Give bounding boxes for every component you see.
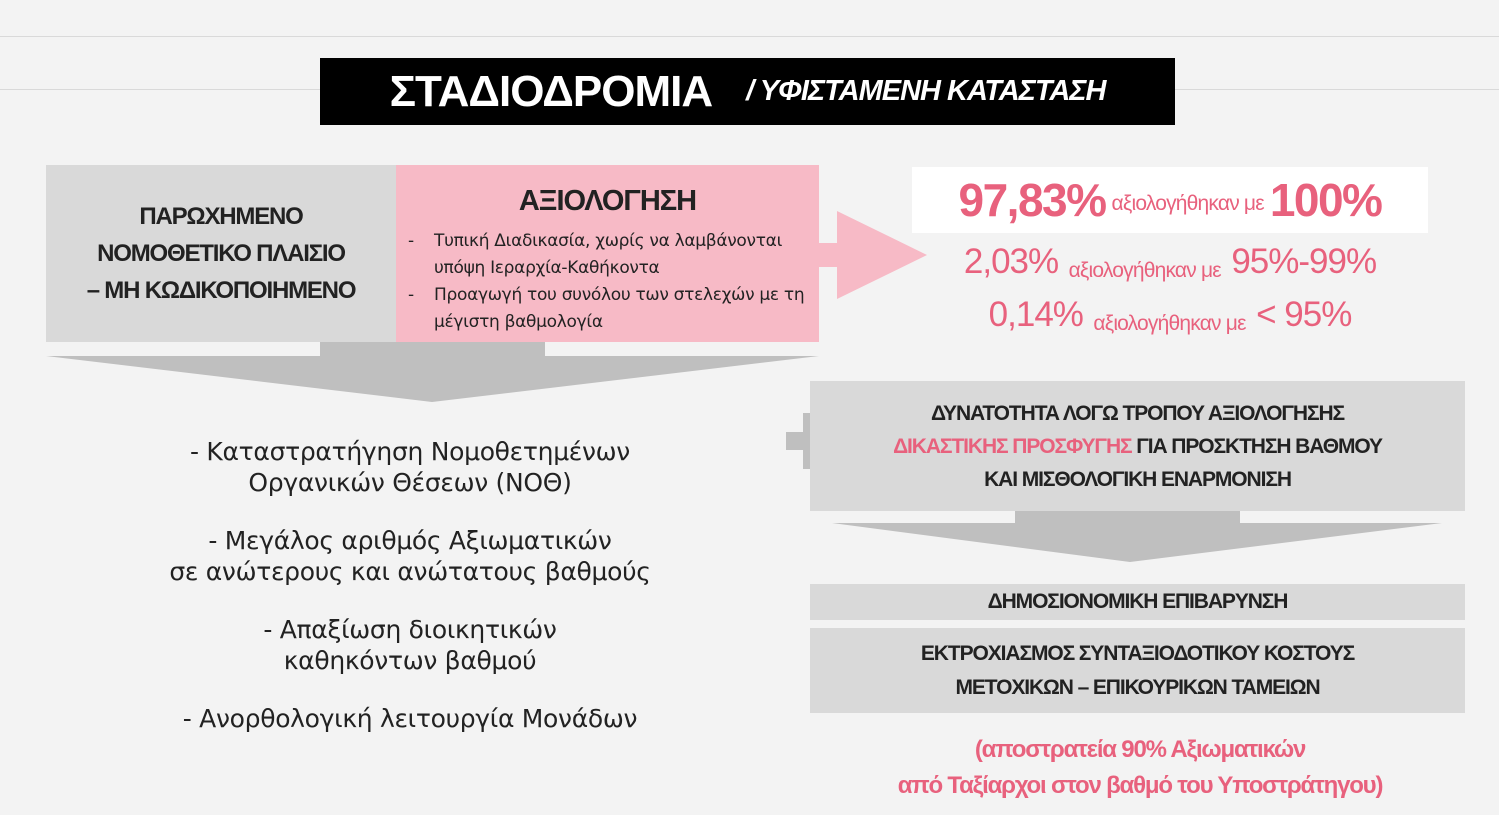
down-arrow-icon xyxy=(46,342,819,404)
stat-label: αξιολογήθηκαν με xyxy=(1093,312,1246,335)
evaluation-box xyxy=(396,165,819,342)
pension-cost-line: ΜΕΤΟΧΙΚΩΝ – ΕΠΙΚΟΥΡΙΚΩΝ ΤΑΜΕΙΩΝ xyxy=(955,675,1320,699)
consequence-line: σε ανώτερους και ανώτατους βαθμούς xyxy=(169,557,651,586)
evaluation-item-text: Τυπική Διαδικασία, χωρίς να λαμβάνονται υπόψη Ιεραρχία-Καθήκοντα xyxy=(434,231,783,278)
stat-row xyxy=(912,242,1428,282)
fiscal-burden-box: ΔΗΜΟΣΙΟΝΟΜΙΚΗ ΕΠΙΒΑΡΥΝΣΗ xyxy=(810,584,1465,620)
legal-recourse-box xyxy=(810,381,1465,511)
stat-top-box xyxy=(912,167,1428,233)
stat-label: αξιολογήθηκαν με xyxy=(1068,259,1221,282)
legacy-framework-box xyxy=(46,165,396,342)
evaluation-title: ΑΞΙΟΛΟΓΗΣΗ xyxy=(518,185,697,217)
stat-row xyxy=(912,295,1428,335)
consequence-item xyxy=(100,436,720,498)
consequences-list xyxy=(100,436,720,761)
legal-recourse-line: ΔΥΝΑΤΟΤΗΤΑ ΛΟΓΩ ΤΡΟΠΟΥ ΑΞΙΟΛΟΓΗΣΗΣ xyxy=(930,401,1345,425)
stat-percent: 97,83% xyxy=(958,174,1106,226)
stat-grade: < 95% xyxy=(1256,295,1352,334)
stat-label: αξιολογήθηκαν με xyxy=(1111,192,1264,215)
title-bar xyxy=(320,58,1175,125)
consequence-item xyxy=(100,703,720,734)
page-subtitle: / ΥΦΙΣΤΑΜΕΝΗ ΚΑΤΑΣΤΑΣΗ xyxy=(746,75,1106,107)
legacy-line: – ΜΗ ΚΩΔΙΚΟΠΟΙΗΜΕΝΟ xyxy=(86,277,356,304)
note-line: από Ταξίαρχοι στον βαθμό του Υποστράτηγου) xyxy=(897,772,1383,799)
top-divider-line xyxy=(0,36,1499,37)
retirement-note xyxy=(750,732,1499,804)
consequence-item xyxy=(100,614,720,676)
legacy-line: ΝΟΜΟΘΕΤΙΚΟ ΠΛΑΙΣΙΟ xyxy=(97,240,345,267)
bullet-dash: - xyxy=(408,285,414,305)
stat-grade: 95%-99% xyxy=(1231,242,1377,281)
legal-recourse-text: ΓΙΑ ΠΡΟΣΚΤΗΣΗ ΒΑΘΜΟΥ xyxy=(1131,434,1382,458)
stat-percent: 0,14% xyxy=(988,295,1083,334)
legal-recourse-highlight: ΔΙΚΑΣΤΙΚΗΣ ΠΡΟΣΦΥΓΗΣ xyxy=(893,434,1132,458)
evaluation-item xyxy=(408,228,813,282)
pension-cost-line: ΕΚΤΡΟΧΙΑΣΜΟΣ ΣΥΝΤΑΞΙΟΔΟΤΙΚΟΥ ΚΟΣΤΟΥΣ xyxy=(920,641,1355,665)
evaluation-item-text: Προαγωγή του συνόλου των στελεχών με τη μέγιστη βαθμολογία xyxy=(434,285,805,332)
legacy-line: ΠΑΡΩΧΗΜΕΝΟ xyxy=(139,203,303,230)
stat-grade: 100% xyxy=(1269,174,1382,226)
stat-percent: 2,03% xyxy=(963,242,1059,281)
consequence-line: - Καταστρατήγηση Νομοθετημένων xyxy=(190,437,630,466)
bullet-dash: - xyxy=(408,231,414,251)
pension-cost-box xyxy=(810,628,1465,713)
consequence-line: Οργανικών Θέσεων (ΝΟΘ) xyxy=(248,468,572,497)
consequence-item xyxy=(100,525,720,587)
evaluation-list xyxy=(408,228,813,336)
consequence-line: - Απαξίωση διοικητικών xyxy=(263,615,557,644)
consequence-line: - Μεγάλος αριθμός Αξιωματικών xyxy=(208,526,612,555)
legal-recourse-line xyxy=(893,430,1382,463)
page-title: ΣΤΑΔΙΟΔΡΟΜΙΑ xyxy=(389,66,713,116)
note-line: (αποστρατεία 90% Αξιωματικών xyxy=(974,736,1306,763)
down-arrow-icon xyxy=(810,511,1465,563)
consequence-line: καθηκόντων βαθμού xyxy=(283,646,537,675)
evaluation-item xyxy=(408,282,813,336)
consequence-line: - Ανορθολογική λειτουργία Μονάδων xyxy=(182,704,638,733)
legal-recourse-line: ΚΑΙ ΜΙΣΘΟΛΟΓΙΚΗ ΕΝΑΡΜΟΝΙΣΗ xyxy=(984,467,1291,491)
